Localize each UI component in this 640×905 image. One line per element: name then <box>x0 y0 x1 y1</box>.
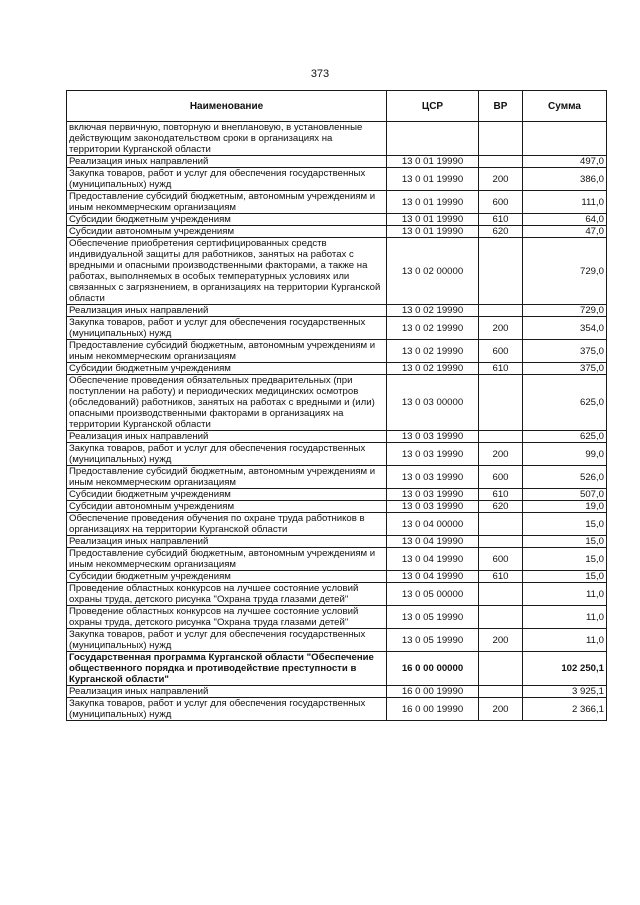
cell-csr: 13 0 01 19990 <box>387 156 479 168</box>
cell-sum: 15,0 <box>523 513 607 536</box>
cell-csr: 13 0 03 19990 <box>387 431 479 443</box>
table-header-row <box>67 91 607 122</box>
cell-name: Обеспечение приобретения сертифицированных средств индивидуальной защиты для работников, занятых на работах с вредными и опасными производственными факторами, а также на работах, выполняемых в особых температурных условиях или связанных с загрязнением, в организациях на территории Курганской области <box>67 238 387 305</box>
table-row <box>67 122 607 156</box>
cell-csr: 13 0 01 19990 <box>387 191 479 214</box>
cell-sum: 625,0 <box>523 375 607 431</box>
cell-csr: 13 0 04 19990 <box>387 536 479 548</box>
table-row <box>67 686 607 698</box>
cell-csr: 13 0 02 00000 <box>387 238 479 305</box>
cell-csr: 13 0 02 19990 <box>387 340 479 363</box>
cell-name: Проведение областных конкурсов на лучшее состояние условий охраны труда, детского рисунка "Охрана труда глазами детей" <box>67 606 387 629</box>
cell-name: Субсидии автономным учреждениям <box>67 501 387 513</box>
table-row <box>67 652 607 686</box>
cell-sum: 375,0 <box>523 363 607 375</box>
cell-sum: 354,0 <box>523 317 607 340</box>
table-row <box>67 606 607 629</box>
cell-vr: 200 <box>479 443 523 466</box>
cell-name: Субсидии бюджетным учреждениям <box>67 363 387 375</box>
cell-name: Реализация иных направлений <box>67 156 387 168</box>
cell-sum: 3 925,1 <box>523 686 607 698</box>
cell-csr: 13 0 04 19990 <box>387 571 479 583</box>
cell-csr: 13 0 02 19990 <box>387 363 479 375</box>
cell-vr <box>479 583 523 606</box>
cell-csr: 13 0 04 00000 <box>387 513 479 536</box>
table-row <box>67 191 607 214</box>
cell-csr: 13 0 02 19990 <box>387 305 479 317</box>
cell-name: Субсидии автономным учреждениям <box>67 226 387 238</box>
cell-name: включая первичную, повторную и внеплановую, в установленные действующим законодательством сроки в организациях на территории Курганской области <box>67 122 387 156</box>
cell-vr <box>479 652 523 686</box>
table-row <box>67 340 607 363</box>
table-row <box>67 156 607 168</box>
cell-sum: 15,0 <box>523 548 607 571</box>
cell-vr <box>479 156 523 168</box>
cell-vr: 620 <box>479 226 523 238</box>
cell-sum: 386,0 <box>523 168 607 191</box>
cell-csr: 16 0 00 00000 <box>387 652 479 686</box>
cell-vr <box>479 375 523 431</box>
cell-sum: 729,0 <box>523 305 607 317</box>
cell-csr: 13 0 03 19990 <box>387 466 479 489</box>
cell-csr: 16 0 00 19990 <box>387 698 479 721</box>
cell-name: Реализация иных направлений <box>67 305 387 317</box>
cell-vr: 610 <box>479 571 523 583</box>
cell-sum: 11,0 <box>523 583 607 606</box>
cell-name: Предоставление субсидий бюджетным, автономным учреждениям и иным некоммерческим организациям <box>67 466 387 489</box>
cell-csr: 13 0 03 19990 <box>387 443 479 466</box>
cell-name: Предоставление субсидий бюджетным, автономным учреждениям и иным некоммерческим организациям <box>67 548 387 571</box>
cell-sum: 497,0 <box>523 156 607 168</box>
table-row <box>67 168 607 191</box>
cell-vr: 200 <box>479 629 523 652</box>
page-number: 373 <box>310 68 330 80</box>
table-row <box>67 226 607 238</box>
cell-name: Предоставление субсидий бюджетным, автономным учреждениям и иным некоммерческим организациям <box>67 191 387 214</box>
cell-vr: 620 <box>479 501 523 513</box>
cell-vr <box>479 606 523 629</box>
cell-csr: 13 0 01 19990 <box>387 226 479 238</box>
cell-name: Закупка товаров, работ и услуг для обеспечения государственных (муниципальных) нужд <box>67 317 387 340</box>
cell-sum: 99,0 <box>523 443 607 466</box>
cell-sum: 47,0 <box>523 226 607 238</box>
cell-vr: 610 <box>479 214 523 226</box>
cell-sum: 507,0 <box>523 489 607 501</box>
cell-vr: 610 <box>479 489 523 501</box>
cell-vr: 200 <box>479 168 523 191</box>
table-row <box>67 443 607 466</box>
cell-vr: 600 <box>479 191 523 214</box>
table-row <box>67 583 607 606</box>
cell-vr: 200 <box>479 698 523 721</box>
cell-name: Обеспечение проведения обучения по охране труда работников в организациях на территории Курганской области <box>67 513 387 536</box>
table-row <box>67 317 607 340</box>
cell-vr <box>479 431 523 443</box>
table-row <box>67 629 607 652</box>
cell-sum: 19,0 <box>523 501 607 513</box>
table-body <box>67 122 607 721</box>
cell-name: Реализация иных направлений <box>67 431 387 443</box>
cell-vr: 600 <box>479 340 523 363</box>
cell-sum: 375,0 <box>523 340 607 363</box>
cell-sum: 526,0 <box>523 466 607 489</box>
cell-name: Проведение областных конкурсов на лучшее состояние условий охраны труда, детского рисунка "Охрана труда глазами детей" <box>67 583 387 606</box>
cell-vr: 610 <box>479 363 523 375</box>
table-row <box>67 536 607 548</box>
cell-sum: 15,0 <box>523 536 607 548</box>
cell-sum: 64,0 <box>523 214 607 226</box>
header-sum: Сумма <box>523 91 607 122</box>
cell-name: Государственная программа Курганской области "Обеспечение общественного порядка и противодействие преступности в Курганской области" <box>67 652 387 686</box>
cell-name: Закупка товаров, работ и услуг для обеспечения государственных (муниципальных) нужд <box>67 443 387 466</box>
cell-name: Реализация иных направлений <box>67 686 387 698</box>
cell-name: Закупка товаров, работ и услуг для обеспечения государственных (муниципальных) нужд <box>67 629 387 652</box>
cell-vr: 200 <box>479 317 523 340</box>
cell-csr: 13 0 03 00000 <box>387 375 479 431</box>
cell-name: Субсидии бюджетным учреждениям <box>67 571 387 583</box>
header-name: Наименование <box>67 91 387 122</box>
table-row <box>67 363 607 375</box>
cell-csr: 13 0 03 19990 <box>387 489 479 501</box>
table-row <box>67 698 607 721</box>
cell-vr <box>479 686 523 698</box>
cell-csr: 16 0 00 19990 <box>387 686 479 698</box>
cell-csr <box>387 122 479 156</box>
table-row <box>67 305 607 317</box>
cell-sum: 111,0 <box>523 191 607 214</box>
cell-name: Предоставление субсидий бюджетным, автономным учреждениям и иным некоммерческим организациям <box>67 340 387 363</box>
cell-sum: 102 250,1 <box>523 652 607 686</box>
cell-vr <box>479 536 523 548</box>
cell-csr: 13 0 01 19990 <box>387 214 479 226</box>
header-csr: ЦСР <box>387 91 479 122</box>
table-row <box>67 214 607 226</box>
cell-csr: 13 0 03 19990 <box>387 501 479 513</box>
cell-csr: 13 0 04 19990 <box>387 548 479 571</box>
cell-sum: 11,0 <box>523 606 607 629</box>
cell-vr <box>479 122 523 156</box>
table-row <box>67 489 607 501</box>
header-vr: ВР <box>479 91 523 122</box>
cell-csr: 13 0 05 19990 <box>387 629 479 652</box>
table-row <box>67 513 607 536</box>
table-row <box>67 548 607 571</box>
cell-name: Закупка товаров, работ и услуг для обеспечения государственных (муниципальных) нужд <box>67 698 387 721</box>
table-row <box>67 571 607 583</box>
cell-csr: 13 0 05 00000 <box>387 583 479 606</box>
cell-sum: 729,0 <box>523 238 607 305</box>
cell-vr <box>479 305 523 317</box>
cell-vr: 600 <box>479 548 523 571</box>
cell-sum: 11,0 <box>523 629 607 652</box>
cell-vr <box>479 238 523 305</box>
cell-name: Реализация иных направлений <box>67 536 387 548</box>
table-row <box>67 431 607 443</box>
cell-name: Субсидии бюджетным учреждениям <box>67 214 387 226</box>
budget-table <box>66 90 607 721</box>
cell-sum: 2 366,1 <box>523 698 607 721</box>
table-row <box>67 501 607 513</box>
cell-sum: 625,0 <box>523 431 607 443</box>
cell-vr <box>479 513 523 536</box>
table-row <box>67 238 607 305</box>
cell-csr: 13 0 02 19990 <box>387 317 479 340</box>
cell-csr: 13 0 05 19990 <box>387 606 479 629</box>
cell-name: Субсидии бюджетным учреждениям <box>67 489 387 501</box>
cell-sum: 15,0 <box>523 571 607 583</box>
cell-vr: 600 <box>479 466 523 489</box>
table-row <box>67 466 607 489</box>
cell-csr: 13 0 01 19990 <box>387 168 479 191</box>
table-row <box>67 375 607 431</box>
cell-sum <box>523 122 607 156</box>
cell-name: Обеспечение проведения обязательных предварительных (при поступлении на работу) и периодических медицинских осмотров (обследований) работников, занятых на работах с вредными и (или) опасными производственными факторами в организациях на территории Курганской области <box>67 375 387 431</box>
cell-name: Закупка товаров, работ и услуг для обеспечения государственных (муниципальных) нужд <box>67 168 387 191</box>
